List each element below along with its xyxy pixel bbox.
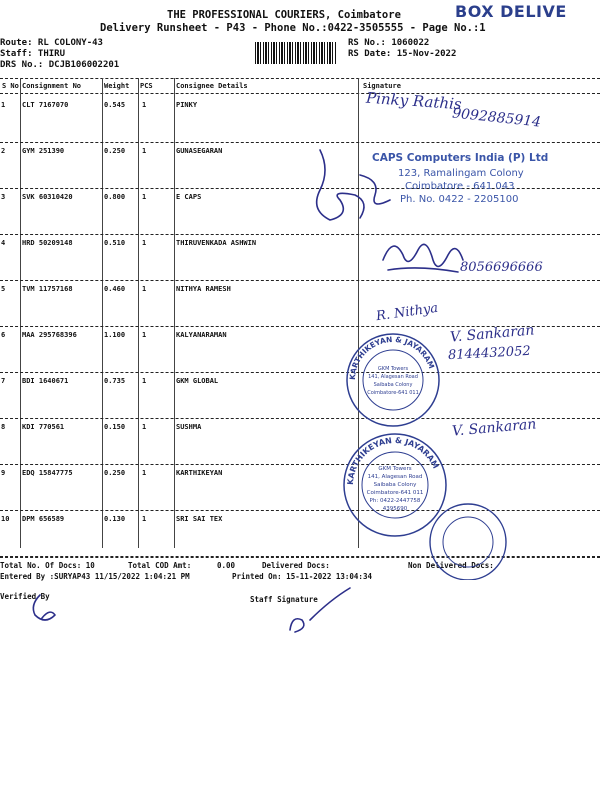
row-4-sno: 4: [1, 239, 6, 247]
printed-on: Printed On: 15-11-2022 13:04:34: [232, 572, 372, 581]
caps-stamp-line3: Ph. No. 0422 - 2205100: [400, 194, 519, 205]
row-5-weight: 0.460: [104, 285, 126, 293]
row-10-consignment: DPM 656589: [22, 515, 65, 523]
total-cod-label: Total COD Amt:: [128, 561, 192, 570]
row-6-weight: 1.100: [104, 331, 126, 339]
signature-row5: R. Nithya: [375, 300, 440, 325]
row-separator: [0, 372, 600, 373]
seal2-outer-text: KARTHIKEYAN & JAYARAM: [345, 435, 441, 486]
row-10-sno: 10: [1, 515, 10, 523]
row-8-sno: 8: [1, 423, 6, 431]
row-8-pcs: 1: [142, 423, 147, 431]
row-3-sno: 3: [1, 193, 6, 201]
row-8-weight: 0.150: [104, 423, 126, 431]
row-6-pcs: 1: [142, 331, 147, 339]
phone-row6: 8144432052: [447, 343, 532, 364]
col-sno: S No: [2, 82, 19, 90]
row-5-consignee: NITHYA RAMESH: [176, 285, 231, 293]
seal2-inner4: Coimbatore-641 011: [366, 490, 424, 496]
row-10-consignee: SRI SAI TEX: [176, 515, 223, 523]
staff-signature-label: Staff Signature: [250, 595, 318, 604]
phone-row1: 9092885914: [451, 105, 542, 131]
seal1-inner4: Coimbatore-641 011: [367, 390, 419, 396]
round-seal-3: [418, 500, 508, 580]
row-2-sno: 2: [1, 147, 6, 155]
row-2-weight: 0.250: [104, 147, 126, 155]
row-separator: [0, 280, 600, 281]
barcode: [255, 42, 337, 64]
seal1-outer-text: KARTHIKEYAN & JAYARAM: [347, 334, 437, 381]
signature-row1: Pinky Rathis: [365, 88, 463, 114]
row-3-consignee: E CAPS: [176, 193, 202, 201]
row-2-pcs: 1: [142, 147, 147, 155]
row-4-pcs: 1: [142, 239, 147, 247]
row-10-pcs: 1: [142, 515, 147, 523]
row-8-consignee: SUSHMA: [176, 423, 202, 431]
row-6-consignee: KALYANARAMAN: [176, 331, 227, 339]
row-3-consignment: SVK 60310420: [22, 193, 73, 201]
col-weight: Weight: [104, 82, 130, 90]
rs-number: RS No.: 1060022: [348, 38, 430, 48]
row-3-pcs: 1: [142, 193, 147, 201]
rs-date: RS Date: 15-Nov-2022: [348, 49, 457, 59]
row-7-pcs: 1: [142, 377, 147, 385]
row-4-consignment: HRD 50209148: [22, 239, 73, 247]
row-1-pcs: 1: [142, 101, 147, 109]
signature-scribble-row4: [378, 230, 468, 280]
row-9-consignment: EDQ 15847775: [22, 469, 73, 477]
staff-signature-mark: [280, 580, 360, 640]
col-pcs: PCS: [140, 82, 153, 90]
row-3-weight: 0.800: [104, 193, 126, 201]
row-9-weight: 0.250: [104, 469, 126, 477]
row-1-weight: 0.545: [104, 101, 126, 109]
row-6-sno: 6: [1, 331, 6, 339]
row-7-sno: 7: [1, 377, 6, 385]
seal2-inner6: 4395690: [382, 506, 408, 512]
signature-row8: V. Sankaran: [451, 416, 537, 440]
seal2-inner1: GKM Towers: [378, 466, 412, 472]
route-label: Route: RL COLONY-43: [0, 38, 103, 48]
row-5-sno: 5: [1, 285, 6, 293]
row-6-consignment: MAA 295768396: [22, 331, 77, 339]
seal1-inner2: 141, Alagesan Road: [368, 374, 418, 380]
row-2-consignment: GYM 251390: [22, 147, 65, 155]
row-1-consignee: PINKY: [176, 101, 198, 109]
row-7-consignment: BDI 1640671: [22, 377, 69, 385]
col-consignment: Consignment No: [22, 82, 82, 90]
seal2-inner3: Saibaba Colony: [373, 482, 417, 488]
verified-by-label: Verified By: [0, 592, 50, 601]
phone-row4: 8056696666: [460, 260, 543, 275]
total-cod-value: 0.00: [217, 561, 236, 570]
delivered-docs: Delivered Docs:: [262, 561, 330, 570]
row-9-pcs: 1: [142, 469, 147, 477]
row-10-weight: 0.130: [104, 515, 126, 523]
row-4-weight: 0.510: [104, 239, 126, 247]
drs-number: DRS No.: DCJB106002201: [0, 60, 120, 70]
col-consignee: Consignee Details: [176, 82, 248, 90]
company-title: THE PROFESSIONAL COURIERS, Coimbatore: [167, 9, 401, 21]
row-5-consignment: TVM 11757168: [22, 285, 73, 293]
row-4-consignee: THIRUVENKADA ASHWIN: [176, 239, 257, 247]
non-delivered-docs: Non Delivered Docs:: [408, 561, 494, 570]
row-7-consignee: GKM GLOBAL: [176, 377, 219, 385]
staff-label: Staff: THIRU: [0, 49, 66, 59]
row-separator: [0, 464, 600, 465]
caps-stamp-name: CAPS Computers India (P) Ltd: [372, 152, 549, 164]
entered-by: Entered By :SURYAP43 11/15/2022 1:04:21 PM: [0, 572, 190, 581]
row-1-consignment: CLT 7167070: [22, 101, 69, 109]
seal2-inner5: Ph: 0422-2447758: [369, 498, 421, 504]
box-delivery-stamp: BOX DELIVE: [455, 2, 567, 21]
runsheet-title: Delivery Runsheet - P43 - Phone No.:0422-3505555 - Page No.:1: [100, 22, 486, 34]
seal1-inner1: GKM Towers: [377, 366, 409, 372]
row-9-consignee: KARTHIKEYAN: [176, 469, 223, 477]
col-signature: Signature: [363, 82, 401, 90]
caps-stamp-line2: Coimbatore - 641 043: [405, 181, 515, 192]
row-7-weight: 0.735: [104, 377, 126, 385]
row-1-sno: 1: [1, 101, 6, 109]
verified-by-signature: [20, 590, 70, 630]
caps-stamp-line1: 123, Ramalingam Colony: [398, 168, 524, 179]
row-9-sno: 9: [1, 469, 6, 477]
row-8-consignment: KDI 770561: [22, 423, 65, 431]
total-docs: Total No. Of Docs: 10: [0, 561, 95, 570]
round-seal-1: [343, 330, 443, 430]
seal2-inner2: 141, Alagesan Road: [367, 474, 423, 480]
signature-row6: V. Sankaran: [449, 322, 535, 346]
row-separator: [0, 510, 600, 511]
row-2-consignee: GUNASEGARAN: [176, 147, 223, 155]
seal1-inner3: Saibaba Colony: [373, 382, 413, 388]
row-5-pcs: 1: [142, 285, 147, 293]
